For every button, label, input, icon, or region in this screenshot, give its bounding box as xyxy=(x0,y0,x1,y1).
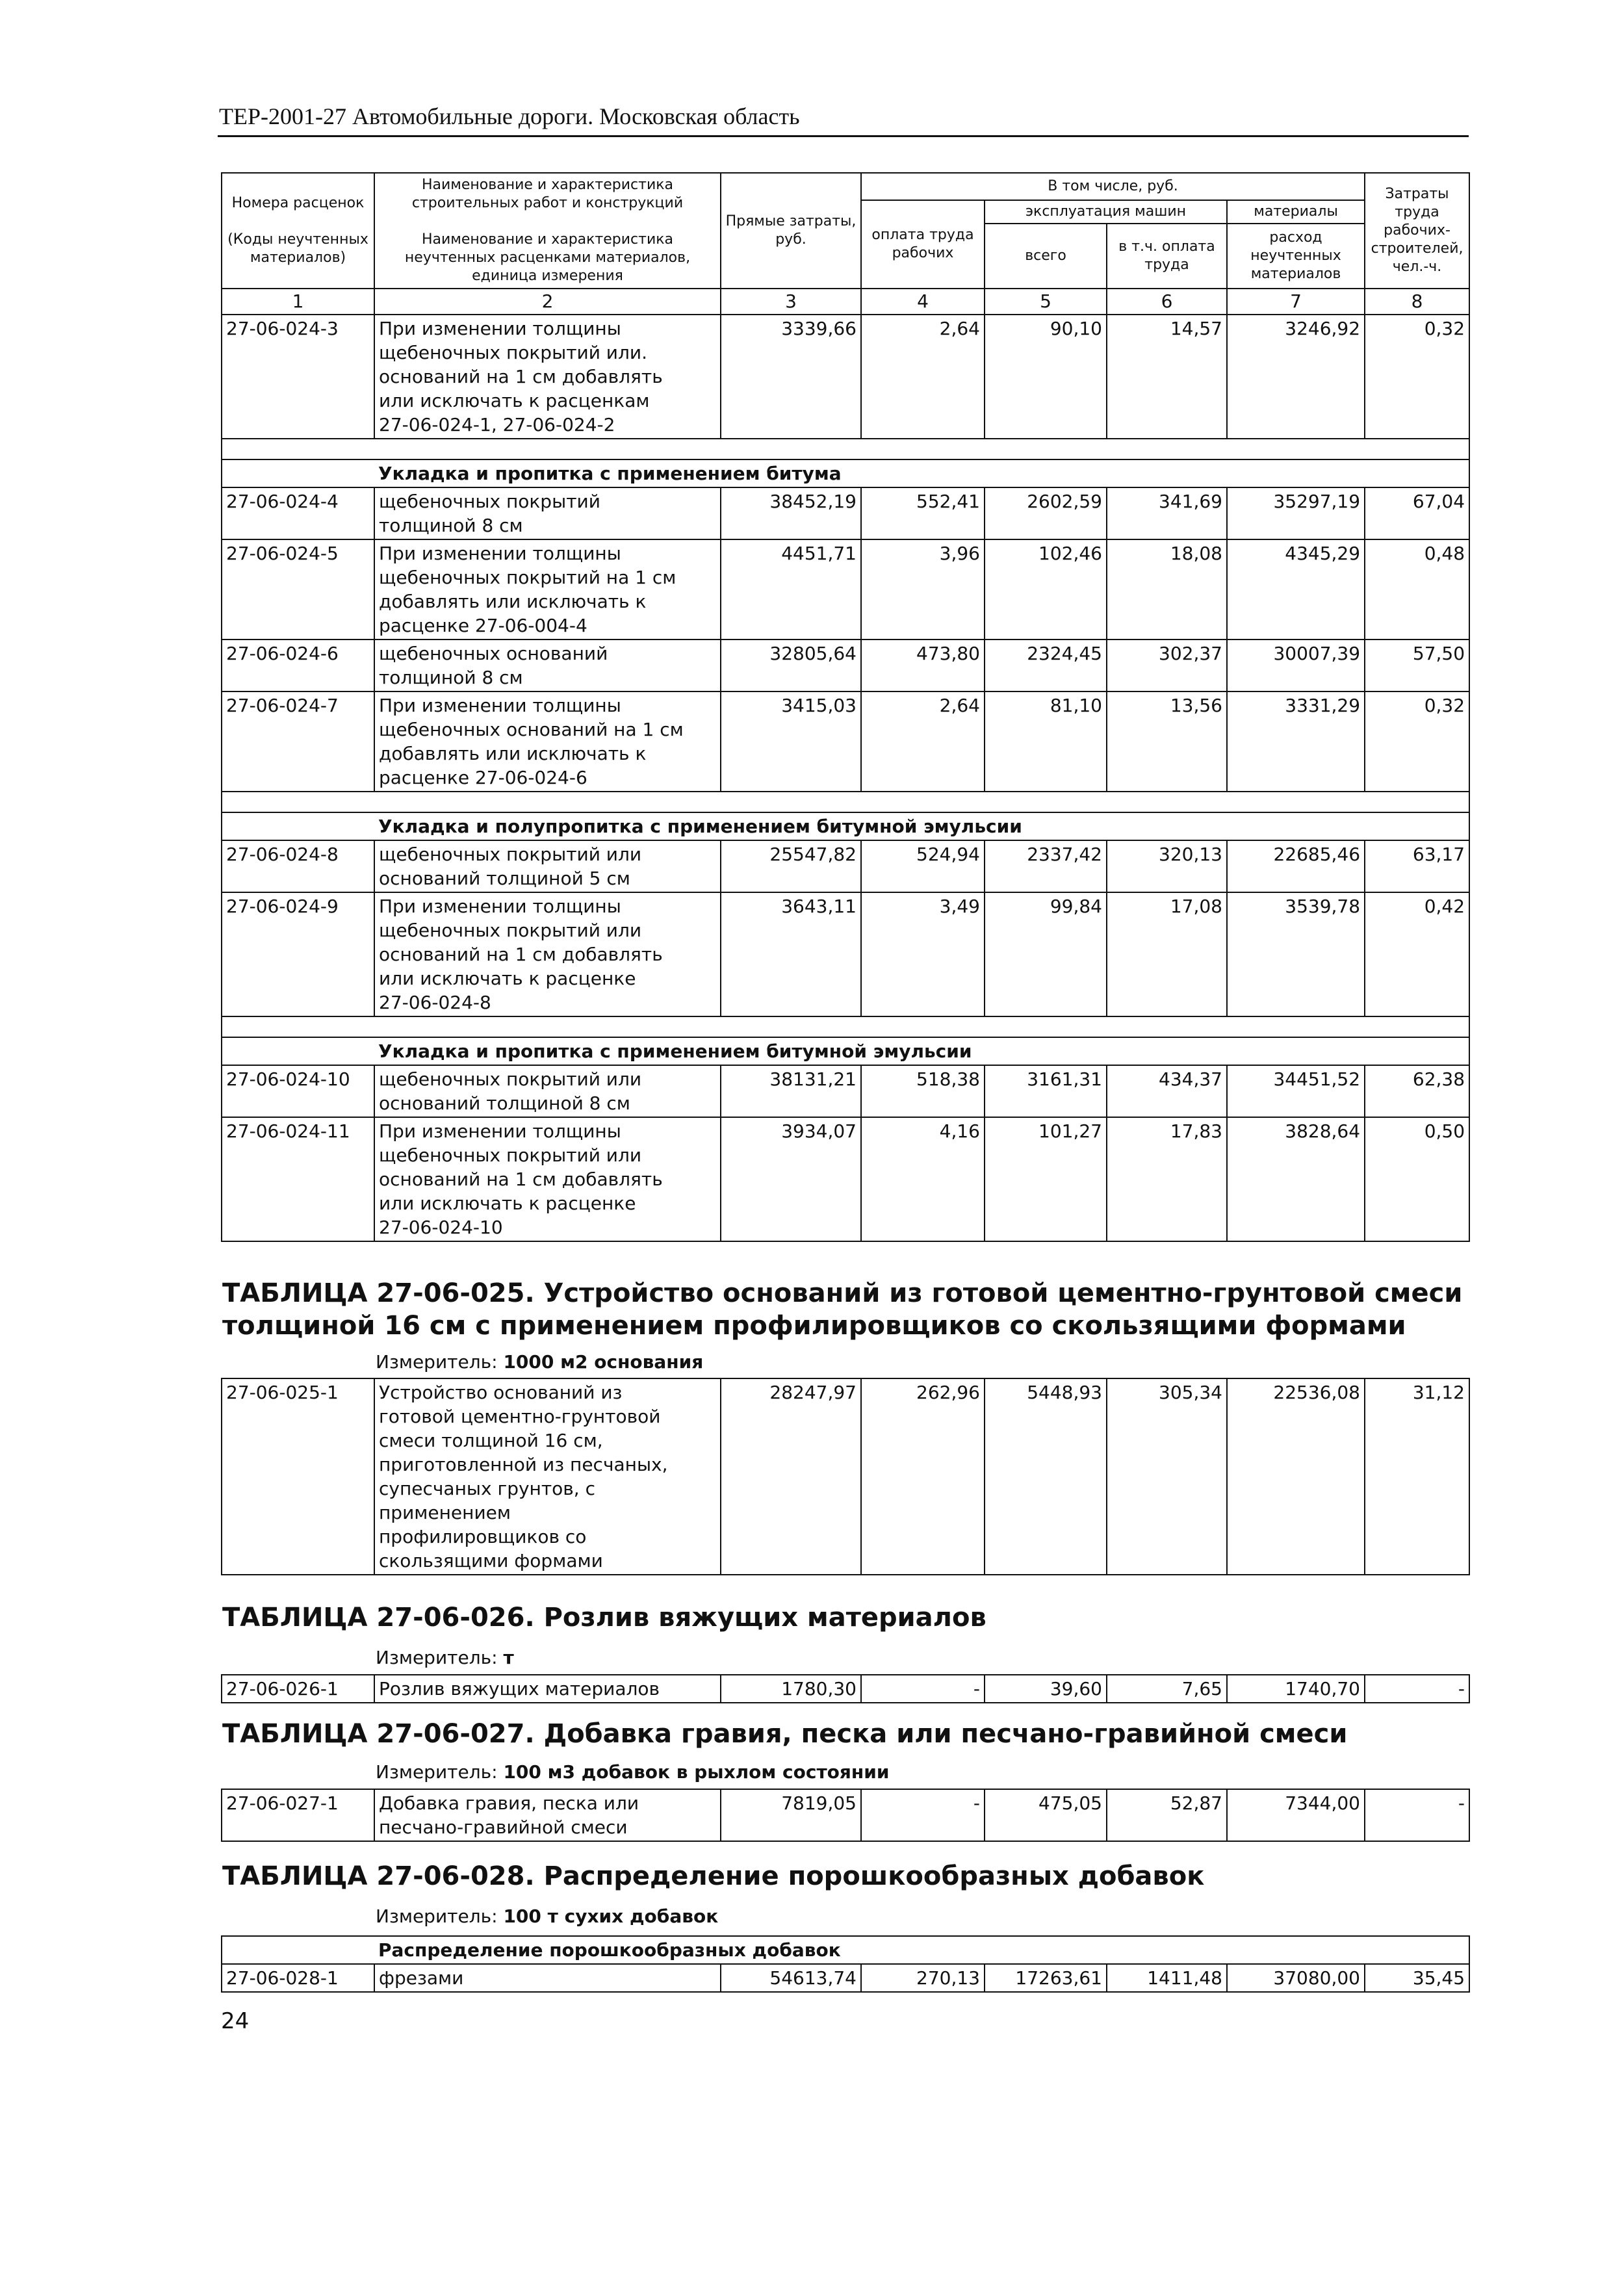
value-materials: 4345,29 xyxy=(1227,539,1365,640)
rate-code: 27-06-025-1 xyxy=(222,1378,374,1575)
value-direct-costs: 3415,03 xyxy=(721,691,861,792)
spacer-row xyxy=(222,792,1469,812)
rate-name-line: или исключать к расценке xyxy=(379,968,636,989)
rate-code: 27-06-024-8 xyxy=(222,840,374,892)
rate-name xyxy=(374,315,721,439)
rate-code: 27-06-026-1 xyxy=(222,1675,374,1703)
table-row xyxy=(222,892,1469,1016)
value-materials: 22536,08 xyxy=(1227,1378,1365,1575)
rate-name-line: смеси толщиной 16 см, xyxy=(379,1430,603,1451)
value-labor-pay: 2,64 xyxy=(861,691,985,792)
rate-name-line: применением xyxy=(379,1502,511,1523)
value-labor-costs: 67,04 xyxy=(1365,487,1469,539)
col-header-direct-costs: Прямые затраты, руб. xyxy=(721,173,861,289)
rate-name-line: оснований толщиной 8 см xyxy=(379,1092,630,1114)
rate-code: 27-06-024-4 xyxy=(222,487,374,539)
value-machines-labor: 17,83 xyxy=(1107,1117,1227,1241)
value-direct-costs: 38452,19 xyxy=(721,487,861,539)
table-027-measure: Измеритель: 100 м3 добавок в рыхлом состоянии xyxy=(376,1761,890,1783)
value-labor-pay: 518,38 xyxy=(861,1065,985,1117)
rate-name-line: 27-06-024-8 xyxy=(379,992,491,1013)
value-labor-pay: 2,64 xyxy=(861,315,985,439)
spacer-row xyxy=(222,1016,1469,1037)
value-labor-costs: 31,12 xyxy=(1365,1378,1469,1575)
value-materials: 3331,29 xyxy=(1227,691,1365,792)
rate-name-line: При изменении толщины xyxy=(379,318,621,339)
value-machines-labor: 14,57 xyxy=(1107,315,1227,439)
value-labor-costs: 63,17 xyxy=(1365,840,1469,892)
rate-name-line: щебеночных покрытий или xyxy=(379,1144,642,1166)
value-machines-all: 3161,31 xyxy=(985,1065,1107,1117)
rate-code: 27-06-024-7 xyxy=(222,691,374,792)
rate-name xyxy=(374,1065,721,1117)
value-materials: 1740,70 xyxy=(1227,1675,1365,1703)
rate-name-line: оснований толщиной 5 см xyxy=(379,868,630,889)
table-row xyxy=(222,539,1469,640)
rate-name xyxy=(374,691,721,792)
rate-name-line: щебеночных покрытий или. xyxy=(379,342,647,363)
rate-name-line: песчано-гравийной смеси xyxy=(379,1816,628,1838)
col-header-machines-all: всего xyxy=(985,224,1107,289)
value-labor-costs: - xyxy=(1365,1789,1469,1841)
table-027 xyxy=(221,1789,1470,1842)
rate-name-line: 27-06-024-10 xyxy=(379,1217,503,1238)
value-machines-all: 90,10 xyxy=(985,315,1107,439)
table-row xyxy=(222,691,1469,792)
value-materials: 7344,00 xyxy=(1227,1789,1365,1841)
table-026-title: ТАБЛИЦА 27-06-026. Розлив вяжущих материалов xyxy=(222,1603,986,1633)
rate-name-line: оснований на 1 см добавлять xyxy=(379,944,663,965)
value-materials: 3539,78 xyxy=(1227,892,1365,1016)
value-machines-labor: 13,56 xyxy=(1107,691,1227,792)
table-025-measure: Измеритель: 1000 м2 основания xyxy=(376,1351,704,1373)
rate-name-line: профилировщиков со xyxy=(379,1526,587,1547)
table-body xyxy=(222,315,1469,1241)
rate-name-line: щебеночных оснований на 1 см xyxy=(379,719,684,740)
value-labor-pay: 524,94 xyxy=(861,840,985,892)
table-026 xyxy=(221,1674,1470,1703)
table-028-measure: Измеритель: 100 т сухих добавок xyxy=(376,1906,719,1927)
spacer-row xyxy=(222,439,1469,459)
value-materials: 35297,19 xyxy=(1227,487,1365,539)
value-direct-costs: 25547,82 xyxy=(721,840,861,892)
value-machines-labor: 18,08 xyxy=(1107,539,1227,640)
rate-name-line: расценке 27-06-024-6 xyxy=(379,767,587,788)
value-machines-all: 475,05 xyxy=(985,1789,1107,1841)
col-index: 5 xyxy=(985,289,1107,315)
value-machines-labor: 305,34 xyxy=(1107,1378,1227,1575)
rate-name-line: расценке 27-06-004-4 xyxy=(379,615,587,636)
rate-name-line: или исключать к расценкам xyxy=(379,390,650,411)
rate-name xyxy=(374,1789,721,1841)
rate-name xyxy=(374,1964,721,1992)
value-machines-all: 81,10 xyxy=(985,691,1107,792)
table-026-measure: Измеритель: т xyxy=(376,1647,514,1668)
table-row xyxy=(222,1117,1469,1241)
value-machines-all: 101,27 xyxy=(985,1117,1107,1241)
value-labor-pay: 473,80 xyxy=(861,640,985,691)
value-machines-all: 17263,61 xyxy=(985,1964,1107,1992)
value-machines-labor: 302,37 xyxy=(1107,640,1227,691)
table-row xyxy=(222,1065,1469,1117)
rate-name-line: щебеночных покрытий или xyxy=(379,844,642,865)
col-header-machines-labor: в т.ч. оплата труда xyxy=(1107,224,1227,289)
value-labor-costs: 57,50 xyxy=(1365,640,1469,691)
value-direct-costs: 3643,11 xyxy=(721,892,861,1016)
value-machines-labor: 52,87 xyxy=(1107,1789,1227,1841)
value-labor-pay: 3,49 xyxy=(861,892,985,1016)
col-index: 1 xyxy=(222,289,374,315)
rate-name xyxy=(374,539,721,640)
table-header xyxy=(222,173,1469,315)
col-index: 6 xyxy=(1107,289,1227,315)
value-materials: 37080,00 xyxy=(1227,1964,1365,1992)
col-index: 3 xyxy=(721,289,861,315)
value-machines-labor: 7,65 xyxy=(1107,1675,1227,1703)
value-labor-costs: - xyxy=(1365,1675,1469,1703)
rate-name-line: щебеночных покрытий на 1 см xyxy=(379,567,677,588)
value-machines-labor: 341,69 xyxy=(1107,487,1227,539)
value-labor-costs: 0,42 xyxy=(1365,892,1469,1016)
table-028-title: ТАБЛИЦА 27-06-028. Распределение порошкообразных добавок xyxy=(222,1861,1205,1891)
col-header-machines: эксплуатация машин xyxy=(985,200,1227,224)
value-machines-all: 2337,42 xyxy=(985,840,1107,892)
value-direct-costs: 3934,07 xyxy=(721,1117,861,1241)
rate-name-line: щебеночных покрытий или xyxy=(379,1068,642,1090)
value-labor-pay: - xyxy=(861,1675,985,1703)
value-labor-costs: 0,50 xyxy=(1365,1117,1469,1241)
value-machines-labor: 17,08 xyxy=(1107,892,1227,1016)
rate-name-line: приготовленной из песчаных, xyxy=(379,1454,668,1475)
table-row xyxy=(222,1378,1469,1575)
rate-name-line: При изменении толщины xyxy=(379,543,621,564)
main-rates-table xyxy=(221,172,1470,1242)
rate-name-line: толщиной 8 см xyxy=(379,667,523,688)
value-direct-costs: 28247,97 xyxy=(721,1378,861,1575)
value-labor-pay: 3,96 xyxy=(861,539,985,640)
rate-name-line: толщиной 8 см xyxy=(379,515,523,536)
rate-code: 27-06-024-6 xyxy=(222,640,374,691)
value-labor-pay: 262,96 xyxy=(861,1378,985,1575)
table-row xyxy=(222,640,1469,691)
rate-name-line: оснований на 1 см добавлять xyxy=(379,1169,663,1190)
section-title: Укладка и полупропитка с применением битумной эмульсии xyxy=(222,812,1469,840)
value-machines-all: 102,46 xyxy=(985,539,1107,640)
value-direct-costs: 7819,05 xyxy=(721,1789,861,1841)
rate-code: 27-06-024-9 xyxy=(222,892,374,1016)
rate-code: 27-06-024-3 xyxy=(222,315,374,439)
section-title: Укладка и пропитка с применением битумной эмульсии xyxy=(222,1037,1469,1065)
value-direct-costs: 1780,30 xyxy=(721,1675,861,1703)
value-direct-costs: 3339,66 xyxy=(721,315,861,439)
table-row xyxy=(222,487,1469,539)
value-machines-labor: 1411,48 xyxy=(1107,1964,1227,1992)
col-header-labor-pay: оплата труда рабочих xyxy=(861,200,985,289)
rate-name-line: добавлять или исключать к xyxy=(379,743,647,764)
rate-name xyxy=(374,840,721,892)
col-header-codes: Номера расценок (Коды неучтенных материалов) xyxy=(222,173,374,289)
table-025-title-line2: толщиной 16 см с применением профилировщиков со скользящими формами xyxy=(222,1311,1406,1341)
table-row xyxy=(222,840,1469,892)
col-header-name: Наименование и характеристика строительных работ и конструкций Наименование и характеристика неучтенных расценками материалов, единица измерения xyxy=(374,173,721,289)
rate-name xyxy=(374,640,721,691)
table-027-title: ТАБЛИЦА 27-06-027. Добавка гравия, песка или песчано-гравийной смеси xyxy=(222,1719,1348,1749)
rate-name-line: щебеночных покрытий или xyxy=(379,920,642,941)
table-025-title xyxy=(222,1277,1470,1342)
section-title: Распределение порошкообразных добавок xyxy=(222,1936,1469,1964)
page-number: 24 xyxy=(221,2008,250,2034)
rate-code: 27-06-024-10 xyxy=(222,1065,374,1117)
value-direct-costs: 4451,71 xyxy=(721,539,861,640)
value-materials: 30007,39 xyxy=(1227,640,1365,691)
value-direct-costs: 38131,21 xyxy=(721,1065,861,1117)
rate-code: 27-06-024-11 xyxy=(222,1117,374,1241)
value-labor-pay: 270,13 xyxy=(861,1964,985,1992)
rate-name-line: 27-06-024-1, 27-06-024-2 xyxy=(379,414,615,435)
rate-code: 27-06-024-5 xyxy=(222,539,374,640)
value-machines-all: 39,60 xyxy=(985,1675,1107,1703)
value-labor-pay: 4,16 xyxy=(861,1117,985,1241)
col-header-materials-sub: расход неучтенных материалов xyxy=(1227,224,1365,289)
value-machines-all: 2324,45 xyxy=(985,640,1107,691)
rate-name xyxy=(374,1117,721,1241)
col-index: 2 xyxy=(374,289,721,315)
rate-name-line: Устройство оснований из xyxy=(379,1382,623,1403)
rate-name-line: При изменении толщины xyxy=(379,896,621,917)
value-labor-pay: - xyxy=(861,1789,985,1841)
value-direct-costs: 54613,74 xyxy=(721,1964,861,1992)
col-header-labor-costs: Затраты труда рабочих-строителей, чел.-ч. xyxy=(1365,173,1469,289)
value-materials: 34451,52 xyxy=(1227,1065,1365,1117)
value-machines-labor: 320,13 xyxy=(1107,840,1227,892)
table-025-title-line1: ТАБЛИЦА 27-06-025. Устройство оснований из готовой цементно-грунтовой смеси xyxy=(222,1278,1463,1308)
rate-code: 27-06-028-1 xyxy=(222,1964,374,1992)
value-materials: 3828,64 xyxy=(1227,1117,1365,1241)
rate-name-line: супесчаных грунтов, с xyxy=(379,1478,595,1499)
rate-name-line: оснований на 1 см добавлять xyxy=(379,366,663,387)
rate-name-line: При изменении толщины xyxy=(379,1120,621,1142)
value-labor-costs: 0,32 xyxy=(1365,691,1469,792)
value-labor-costs: 0,48 xyxy=(1365,539,1469,640)
value-materials: 3246,92 xyxy=(1227,315,1365,439)
rate-name-line: При изменении толщины xyxy=(379,695,621,716)
value-machines-all: 2602,59 xyxy=(985,487,1107,539)
page-header xyxy=(218,97,1469,137)
page-header-title: ТЕР-2001-27 Автомобильные дороги. Московская область xyxy=(219,103,800,129)
value-materials: 22685,46 xyxy=(1227,840,1365,892)
value-direct-costs: 32805,64 xyxy=(721,640,861,691)
rate-name-line: щебеночных оснований xyxy=(379,643,608,664)
section-title: Укладка и пропитка с применением битума xyxy=(222,459,1469,487)
value-machines-labor: 434,37 xyxy=(1107,1065,1227,1117)
value-labor-costs: 0,32 xyxy=(1365,315,1469,439)
table-row xyxy=(222,1675,1469,1703)
table-025 xyxy=(221,1378,1470,1575)
rate-name-line: щебеночных покрытий xyxy=(379,491,600,512)
rate-name-line: добавлять или исключать к xyxy=(379,591,647,612)
rate-name xyxy=(374,487,721,539)
rate-name-line: скользящими формами xyxy=(379,1550,603,1571)
value-labor-costs: 62,38 xyxy=(1365,1065,1469,1117)
table-row xyxy=(222,1964,1469,1992)
rate-name xyxy=(374,892,721,1016)
rate-name-line: готовой цементно-грунтовой xyxy=(379,1406,661,1427)
rate-name-line: Розлив вяжущих материалов xyxy=(379,1678,660,1699)
table-row xyxy=(222,1789,1469,1841)
value-machines-all: 5448,93 xyxy=(985,1378,1107,1575)
table-row xyxy=(222,315,1469,439)
column-index-row xyxy=(222,289,1469,315)
col-header-in-total: В том числе, руб. xyxy=(861,173,1365,200)
rate-name-line: фрезами xyxy=(379,1967,464,1989)
col-index: 8 xyxy=(1365,289,1469,315)
col-index: 4 xyxy=(861,289,985,315)
col-header-materials: материалы xyxy=(1227,200,1365,224)
rate-code: 27-06-027-1 xyxy=(222,1789,374,1841)
rate-name-line: Добавка гравия, песка или xyxy=(379,1792,639,1814)
col-index: 7 xyxy=(1227,289,1365,315)
rate-name xyxy=(374,1378,721,1575)
value-labor-pay: 552,41 xyxy=(861,487,985,539)
value-machines-all: 99,84 xyxy=(985,892,1107,1016)
rate-name-line: или исключать к расценке xyxy=(379,1193,636,1214)
value-labor-costs: 35,45 xyxy=(1365,1964,1469,1992)
rate-name xyxy=(374,1675,721,1703)
table-028 xyxy=(221,1935,1470,1993)
